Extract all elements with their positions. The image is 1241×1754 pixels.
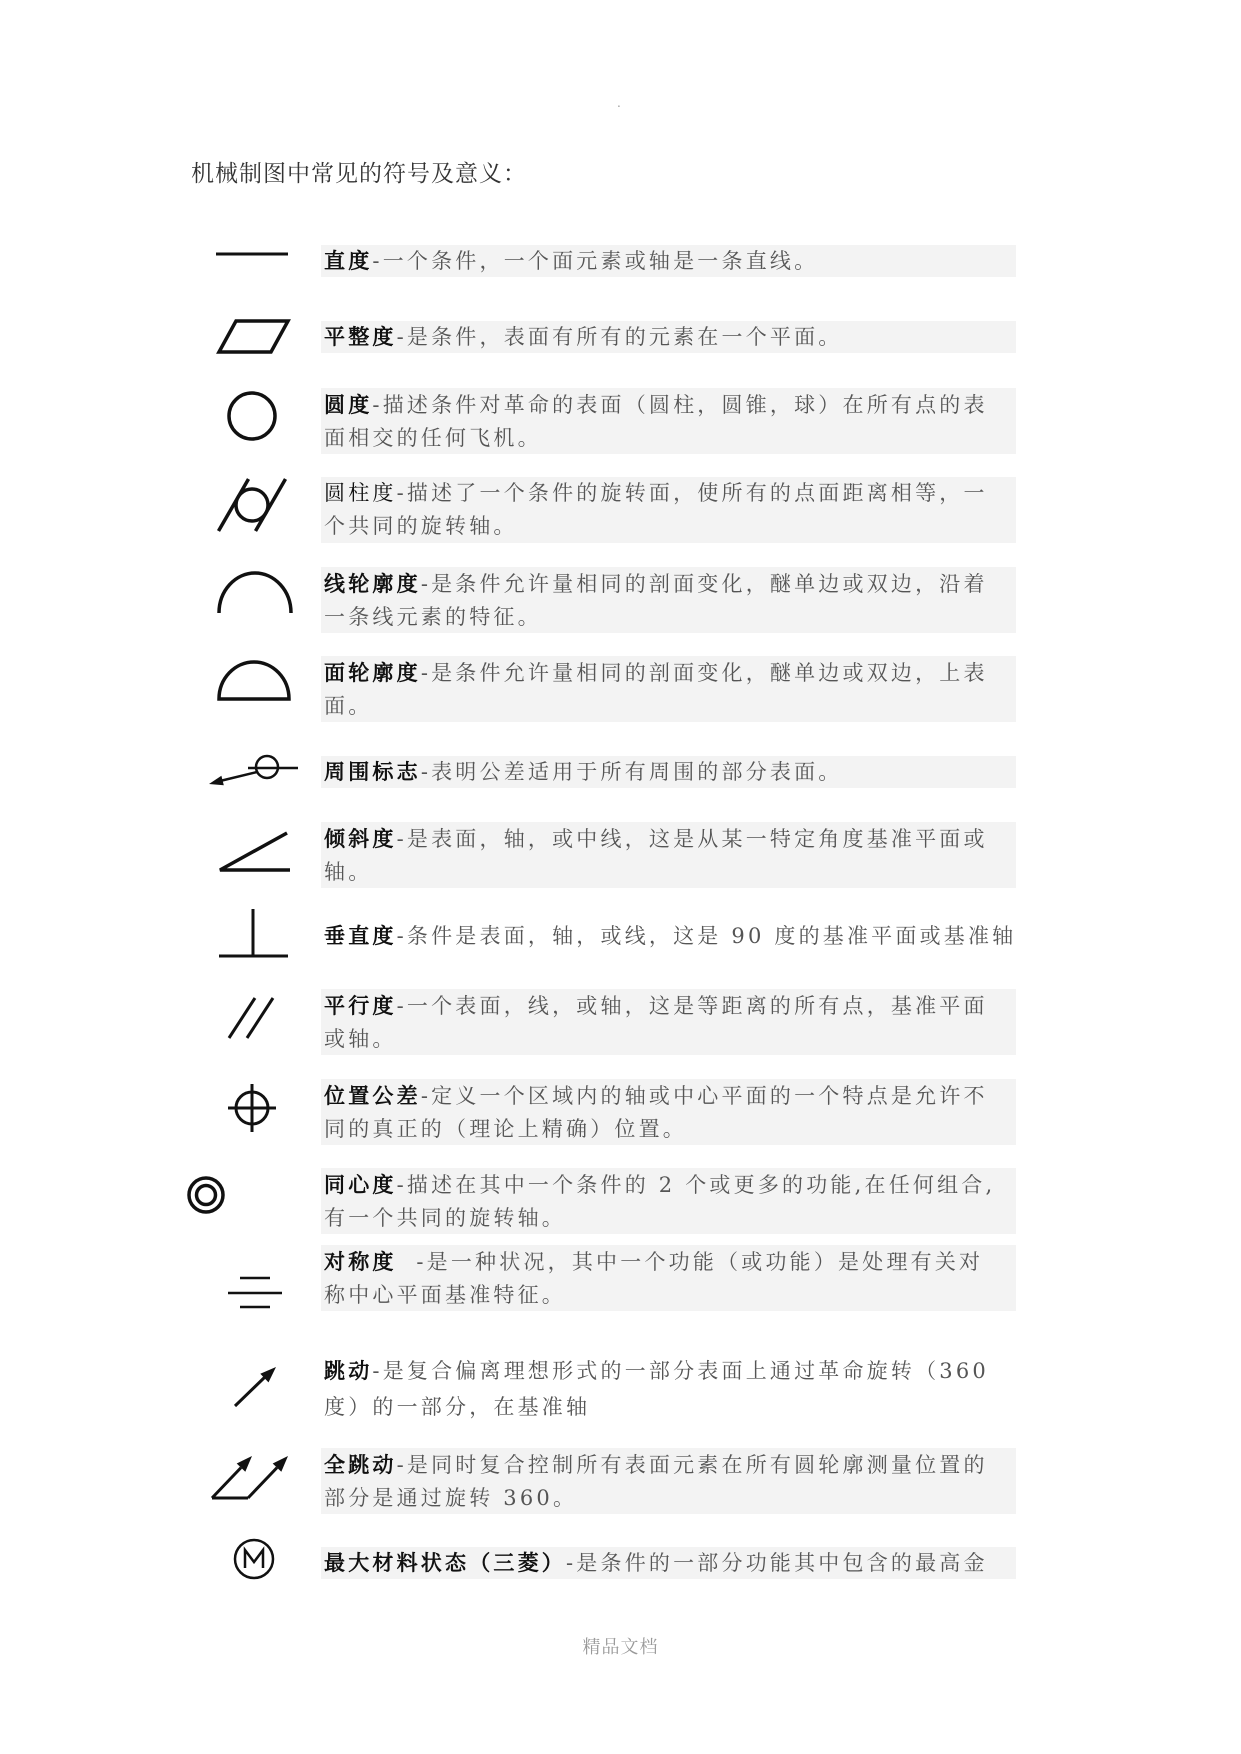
definition-circular-runout [321,1353,1016,1425]
symbol-term: 直度 [324,248,373,273]
cylindricity-icon [212,474,294,536]
definition-maximum-material-condition [321,1547,1016,1579]
symbol-term: 跳动 [324,1358,373,1383]
symbol-term: 周围标志 [324,759,421,784]
straightness-icon [212,240,294,268]
definition-line-continued: 个共同的旋转轴。 [324,514,518,538]
symbol-term: 同心度 [324,1172,397,1197]
circularity-icon [222,386,282,446]
definition-line-continued: 一条线元素的特征。 [324,605,542,629]
symbol-term: 最大材料状态（三菱） [324,1550,566,1575]
definition-line-continued: 或轴。 [324,1027,397,1051]
definition-line-continued: 部分是通过旋转 360。 [324,1486,578,1510]
symbol-term: 全跳动 [324,1452,397,1477]
definition-text: -是条件的一部分功能其中包含的最高金 [566,1551,988,1575]
position-icon [222,1078,282,1138]
definition-text: -是条件允许量相同的剖面变化，醚单边或双边，沿着 [420,572,988,596]
page-footer: 精品文档 [582,1637,659,1658]
total-runout-icon [208,1446,294,1502]
symbol-term: 圆度 [324,392,373,417]
definition-line [324,1448,1016,1482]
symbol-term: 平行度 [324,993,397,1018]
symbol-term: 线轮廓度 [324,571,421,596]
symbol-term: 垂直度 [324,923,397,948]
header-mark: . [617,96,621,110]
definition-text: -一个表面，线，或轴，这是等距离的所有点，基准平面 [396,994,988,1018]
definition-line-continued: 面。 [324,694,373,718]
maximum-material-condition-icon [230,1536,278,1582]
definition-text: -一个条件，一个面元素或轴是一条直线。 [372,249,819,273]
all-around-icon [204,750,304,790]
concentricity-icon [184,1173,228,1217]
definition-line [324,1547,1016,1579]
symbol-term: 圆柱度 [324,481,397,505]
definition-circularity [321,388,1016,454]
definition-line [324,1353,1016,1389]
definition-line [324,388,1016,422]
profile-of-line-icon [212,567,296,617]
parallelism-icon [222,994,280,1044]
definition-line [324,822,1016,856]
definition-line-continued: 同的真正的（理论上精确）位置。 [324,1117,687,1141]
definition-line [324,567,1016,601]
definition-text: -是表面，轴，或中线，这是从某一特定角度基准平面或 [396,827,988,851]
definition-position [321,1079,1016,1145]
definition-text: -定义一个区域内的轴或中心平面的一个特点是允许不 [420,1084,988,1108]
symbol-term: 平整度 [324,324,397,349]
definition-line-continued: 度）的一部分，在基准轴 [324,1395,591,1419]
profile-of-surface-icon [212,655,296,705]
definition-line [324,245,1016,277]
definition-line-continued: 面相交的任何飞机。 [324,426,542,450]
page-title: 机械制图中常见的符号及意义： [191,161,527,187]
angularity-icon [212,826,294,876]
definition-line-continued: 称中心平面基准特征。 [324,1283,566,1307]
definition-total-runout [321,1448,1016,1514]
definition-line [324,1245,1016,1279]
definition-angularity [321,822,1016,888]
definition-all-around [321,756,1016,788]
definition-text: -是同时复合控制所有表面元素在所有圆轮廓测量位置的 [396,1453,988,1477]
flatness-icon [212,315,294,359]
symbol-term: 倾斜度 [324,826,397,851]
definition-cylindricity [321,477,1016,543]
definition-line [324,321,1016,353]
definition-text: -是条件允许量相同的剖面变化，醚单边或双边，上表 [420,661,988,685]
definition-line [324,477,1016,510]
definition-line-continued: 轴。 [324,860,373,884]
definition-line [324,756,1016,788]
definition-line [324,1079,1016,1113]
definition-text: -描述了一个条件的旋转面，使所有的点面距离相等，一 [396,481,988,505]
definition-parallelism [321,989,1016,1055]
symbol-term: 面轮廓度 [324,660,421,685]
definition-line [324,656,1016,690]
symbol-term: 位置公差 [324,1083,421,1108]
definition-straightness [321,245,1016,277]
definition-profile-of-line [321,567,1016,633]
definition-text: -表明公差适用于所有周围的部分表面。 [420,760,843,784]
circular-runout-icon [226,1360,286,1416]
definition-text: -是复合偏离理想形式的一部分表面上通过革命旋转（360 [372,1359,989,1383]
definition-line [324,1168,1016,1202]
definition-line-continued: 有一个共同的旋转轴。 [324,1206,566,1230]
definition-text: -条件是表面，轴，或线，这是 90 度的基准平面或基准轴 [396,924,1017,948]
definition-text: -描述在其中一个条件的 2 个或更多的功能,在任何组合, [396,1173,996,1197]
perpendicularity-icon [212,904,294,962]
definition-text: -是一种状况，其中一个功能（或功能）是处理有关对 [396,1250,984,1274]
definition-line [324,920,1016,952]
definition-perpendicularity [321,920,1016,952]
definition-text: -是条件，表面有所有的元素在一个平面。 [396,325,843,349]
symmetry-icon [222,1268,286,1318]
symbol-term: 对称度 [324,1249,397,1274]
definition-concentricity [321,1168,1016,1234]
definition-profile-of-surface [321,656,1016,722]
definition-text: -描述条件对革命的表面（圆柱，圆锥，球）在所有点的表 [372,393,988,417]
definition-flatness [321,321,1016,353]
definition-symmetry [321,1245,1016,1311]
definition-line [324,989,1016,1023]
